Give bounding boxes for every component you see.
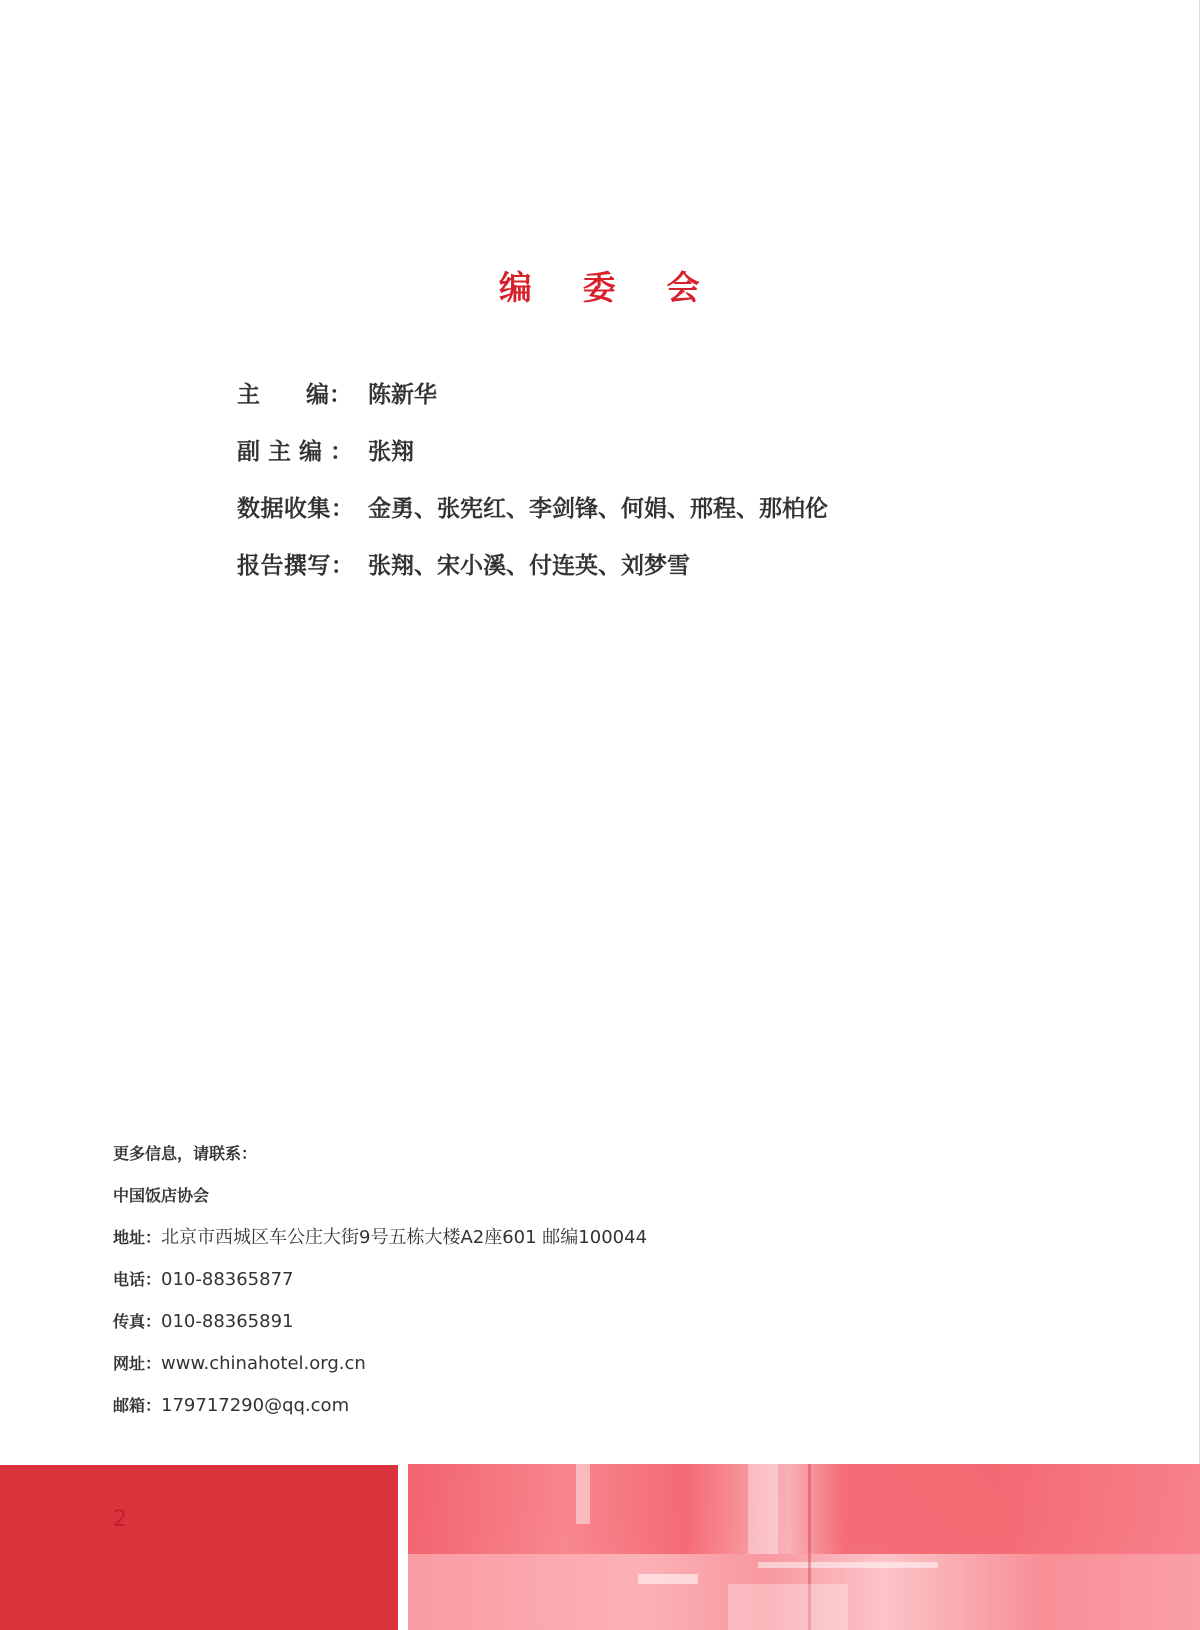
contact-address: [113, 1226, 647, 1268]
photo-highlight: [728, 1584, 848, 1630]
page-title: [0, 262, 1200, 309]
footer-photo-banner: [408, 1464, 1200, 1630]
member-names: 金勇、张宪红、李剑锋、何娟、邢程、那柏伦: [368, 496, 828, 522]
editorial-committee-list: [237, 380, 828, 608]
photo-highlight: [638, 1574, 698, 1584]
role-label: 副 主 编 ：: [237, 439, 354, 465]
role-label: 主 编：: [237, 382, 352, 408]
committee-row-data-collection: [237, 494, 828, 551]
title-char: 会: [666, 268, 702, 307]
website-link[interactable]: www.chinahotel.org.cn: [161, 1353, 366, 1374]
footer-red-block: [0, 1465, 398, 1630]
phone-label: 电话：: [113, 1270, 162, 1289]
address-label: 地址：: [113, 1228, 162, 1247]
contact-fax: [113, 1310, 647, 1352]
contact-intro: 更多信息，请联系：: [113, 1144, 258, 1163]
photo-band-top: [408, 1464, 1200, 1554]
role-label: 报告撰写：: [237, 553, 355, 579]
committee-row-report-writing: [237, 551, 828, 608]
member-names: 张翔、宋小溪、付连英、刘梦雪: [368, 553, 690, 579]
committee-row-chief-editor: [237, 380, 828, 437]
contact-org: 中国饭店协会: [113, 1186, 210, 1205]
address-value: 北京市西城区车公庄大街9号五栋大楼A2座601 邮编100044: [161, 1227, 648, 1248]
phone-value: 010-88365877: [161, 1269, 294, 1290]
fax-value: 010-88365891: [161, 1311, 294, 1332]
contact-email: [113, 1394, 647, 1436]
website-label: 网址：: [113, 1354, 162, 1373]
title-char: 委: [582, 268, 618, 307]
contact-info: [113, 1142, 647, 1436]
committee-row-deputy-editor: [237, 437, 828, 494]
role-label: 数据收集：: [237, 496, 355, 522]
member-names: 陈新华: [368, 382, 437, 408]
email-label: 邮箱：: [113, 1396, 162, 1415]
photo-highlight: [748, 1464, 778, 1554]
contact-website: [113, 1352, 647, 1394]
page-number: 2: [113, 1507, 127, 1532]
photo-highlight: [576, 1464, 590, 1524]
email-link[interactable]: 179717290@qq.com: [161, 1395, 350, 1416]
contact-phone: [113, 1268, 647, 1310]
fax-label: 传真：: [113, 1312, 162, 1331]
member-names: 张翔: [368, 439, 414, 465]
photo-highlight: [758, 1562, 938, 1568]
title-char: 编: [498, 268, 534, 307]
